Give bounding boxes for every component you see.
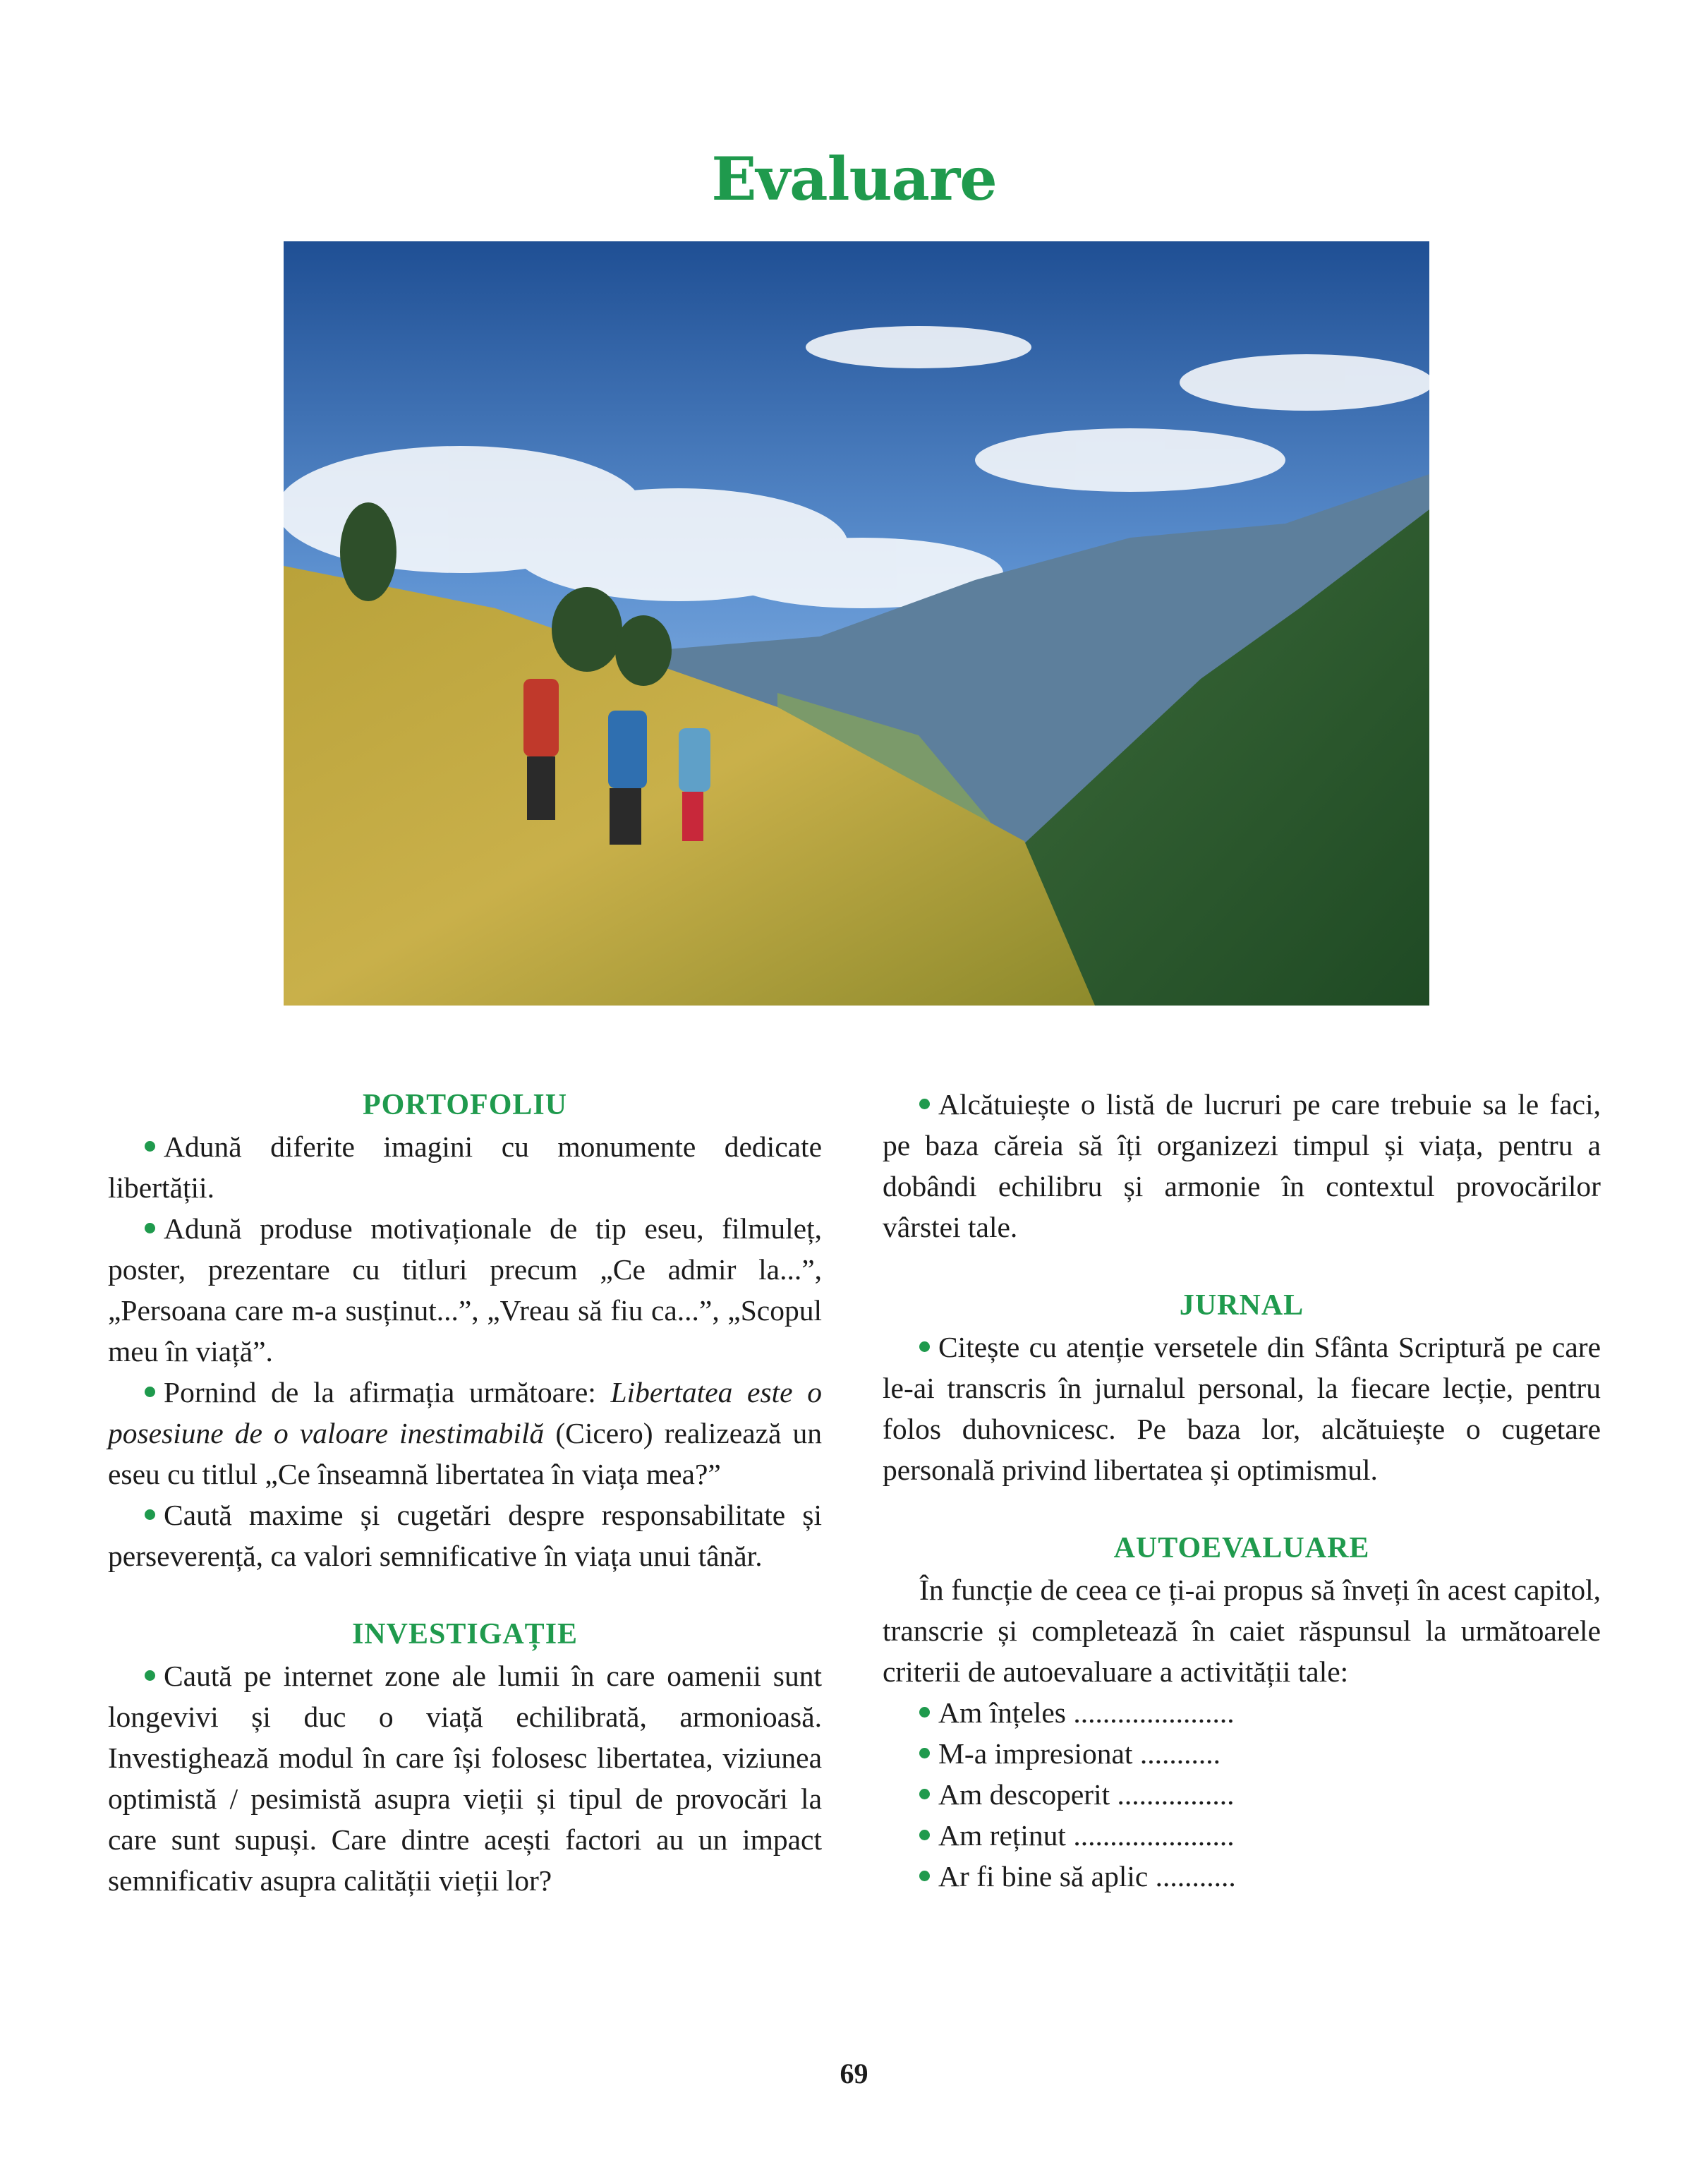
bullet-icon <box>919 1748 930 1758</box>
bullet-icon <box>919 1341 930 1352</box>
list-item: Am înțeles ...................... <box>919 1692 1601 1733</box>
bullet-icon <box>919 1871 930 1881</box>
bullet-icon <box>145 1223 155 1233</box>
section-heading-investigatie: INVESTIGAȚIE <box>351 1618 579 1650</box>
jurnal-item: Citește cu atenție versetele din Sfânta Scriptură pe care le-ai transcris în jurnalul personal, la fiecare lecție, pentru folos duhovnicesc. Pe baza lor, alcătuiește o cugetare personală privind libertatea și optimismul. <box>883 1331 1601 1486</box>
bullet-icon <box>919 1830 930 1840</box>
list-item: Am descoperit ................ <box>919 1774 1601 1815</box>
section-heading-autoevaluare: AUTOEVALUARE <box>1113 1532 1370 1564</box>
list-item: Ar fi bine să aplic ........... <box>919 1856 1601 1897</box>
page-title: Evaluare <box>711 144 997 215</box>
bullet-icon <box>919 1099 930 1109</box>
investigatie-item: Caută pe internet zone ale lumii în care oamenii sunt longevivi și duc o viață echilibrată, armonioasă. Investighează modul în care își folosesc libertatea, viziunea optimistă / pesimistă asupra vieții și tipul de provocări la care sunt supuși. Care dintre acești factori au un impact semnificativ asupra calității vieții lor? <box>108 1660 822 1897</box>
bullet-icon <box>919 1707 930 1718</box>
list-item: M-a impresionat ........... <box>919 1733 1601 1774</box>
autoevaluare-intro: În funcție de ceea ce ți-ai propus să înveți în acest capitol, transcrie și completează în caiet răspunsul la următoarele criterii de autoevaluare a activității tale: <box>883 1574 1601 1688</box>
portofoliu-item: Adună produse motivaționale de tip eseu, filmuleț, poster, prezentare cu titluri precum „Ce admir la...”, „Persoana care m-a susținut...”, „Vreau să fiu ca...”, „Scopul meu în viață”. <box>108 1212 822 1368</box>
right-column <box>883 1084 1601 1897</box>
bullet-icon <box>145 1387 155 1397</box>
landscape-illustration <box>284 241 1429 1006</box>
section-heading-jurnal: JURNAL <box>1179 1289 1304 1322</box>
bullet-icon <box>145 1141 155 1152</box>
section-heading-portofoliu: PORTOFOLIU <box>362 1089 568 1121</box>
list-item: Am reținut ...................... <box>919 1815 1601 1856</box>
cicero-quote: Libertatea este o posesiune de o valoare inestimabilă <box>108 1376 823 1449</box>
autoevaluare-list <box>883 1692 1601 1897</box>
page-number: 69 <box>840 2058 868 2089</box>
bullet-icon <box>145 1670 155 1681</box>
portofoliu-item: Caută maxime și cugetări despre responsabilitate și perseverență, ca valori semnificative în viața unui tânăr. <box>108 1499 822 1572</box>
portofoliu-item-continued: Alcătuiește o listă de lucruri pe care trebuie sa le faci, pe baza căreia să îți organizezi timpul și viața, pentru a dobândi echilibru și armonie în contextul provocărilor vârstei tale. <box>883 1088 1601 1243</box>
portofoliu-item: Adună diferite imagini cu monumente dedicate libertății. <box>108 1130 822 1204</box>
portofoliu-item: Pornind de la afirmația următoare: Libertatea este o posesiune de o valoare inestimabilă (Cicero) realizează un eseu cu titlul „Ce înseamnă libertatea în viața mea?” <box>108 1376 823 1490</box>
bullet-icon <box>919 1789 930 1799</box>
left-column <box>108 1084 822 1901</box>
bullet-icon <box>145 1509 155 1520</box>
hikers-mountain-photo <box>284 241 1429 1006</box>
